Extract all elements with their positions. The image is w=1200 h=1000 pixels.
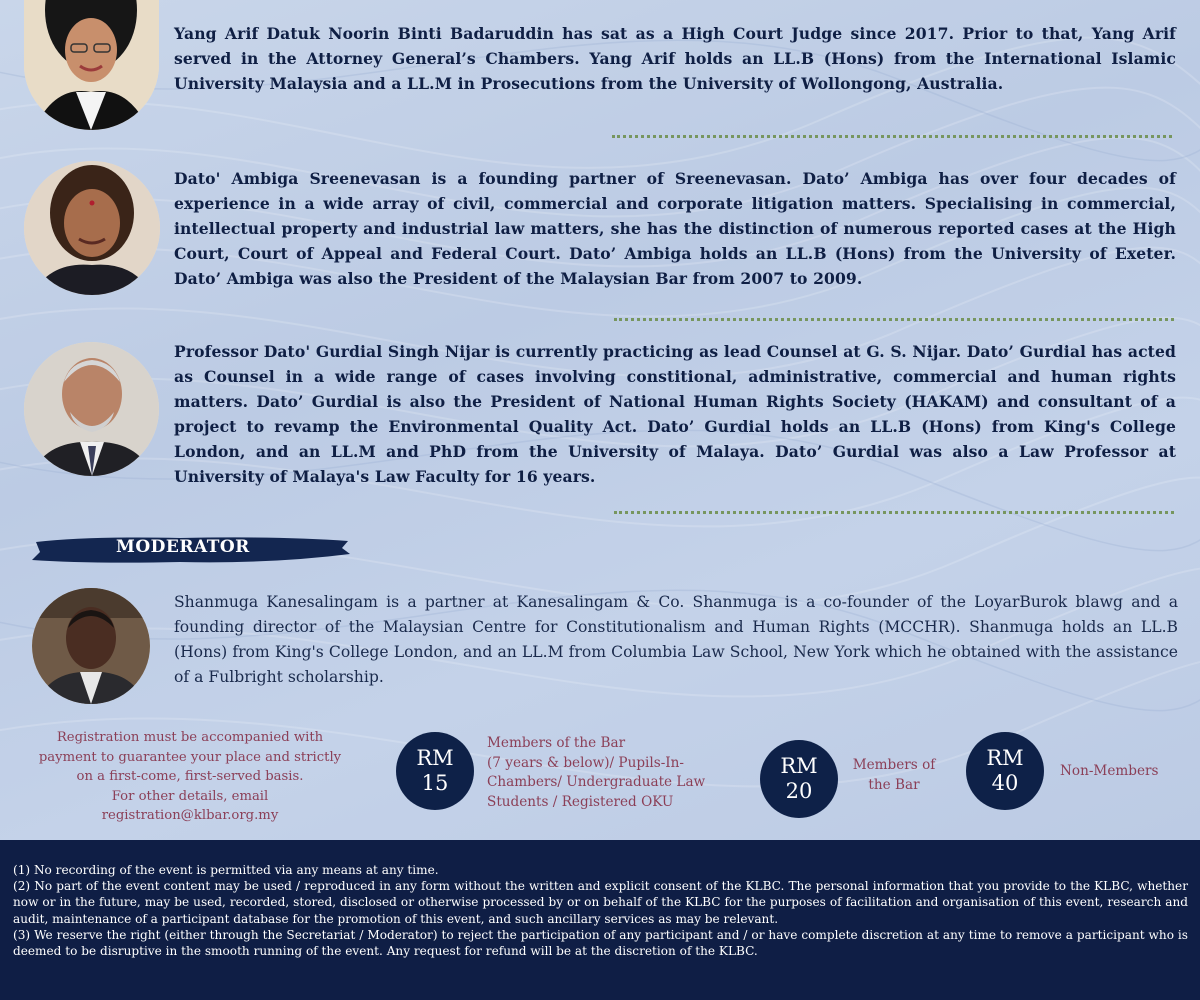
price-badge-20: [760, 740, 838, 818]
section-divider: [614, 318, 1174, 321]
registration-line: payment to guarantee your place and strictly: [38, 749, 342, 765]
terms-item: (1) No recording of the event is permitted via any means at any time.: [13, 863, 439, 877]
speaker-bio: Professor Dato' Gurdial Singh Nijar is currently practicing as lead Counsel at G. S. Nijar. Dato’ Gurdial has acted as Counsel in a wide range of cases involving constitional, administrative, commercial and human rights matters. Dato’ Gurdial is also the President of National Human Rights Society (HAKAM) and consultant of a project to revamp the Environmental Quality Act. Dato’ Gurdial holds an LL.B (Hons) from King's College London, and an LL.M and PhD from the University of Malaya. Dato’ Gurdial was also a Law Professor at University of Malaya's Law Faculty for 16 years.: [174, 342, 1176, 486]
judge-portrait-photo: [24, 0, 159, 130]
price-description-40: [1060, 762, 1190, 782]
registration-email-link[interactable]: registration@klbar.org.my: [101, 808, 279, 823]
registration-line: on a first-come, first-served basis.: [76, 769, 304, 784]
moderator-bio: Shanmuga Kanesalingam is a partner at Kanesalingam & Co. Shanmuga is a co-founder of the LoyarBurok blawg and a founding director of the Malaysian Centre for Constitutionalism and Human Rights (MCCHR). Shanmuga holds an LL.B (Hons) from King's College London, and an LL.M from Columbia Law School, New York which he obtained with the assistance of a Fulbright scholarship.: [174, 593, 1178, 686]
speaker-bio: Dato' Ambiga Sreenevasan is a founding partner of Sreenevasan. Dato’ Ambiga has over four decades of experience in a wide array of civil, commercial and corporate litigation matters. Specialising in commercial, intellectual property and industrial law matters, she has the distinction of numerous reported cases at the High Court, Court of Appeal and Federal Court. Dato’ Ambiga holds an LL.B (Hons) from the University of Exeter. Dato’ Ambiga was also the President of the Malaysian Bar from 2007 to 2009.: [174, 169, 1176, 288]
price-description-20: [844, 756, 944, 795]
price-desc-line: (7 years & below)/ Pupils-In-: [487, 754, 685, 771]
price-currency: RM: [416, 746, 454, 770]
section-divider: [612, 135, 1172, 138]
speaker-bio: Yang Arif Datuk Noorin Binti Badaruddin has sat as a High Court Judge since 2017. Prior to that, Yang Arif served in the Attorney General’s Chambers. Yang Arif holds an LL.B (Hons) from the International Islamic University Malaysia and a LL.M in Prosecutions from the University of Wollongong, Australia.: [174, 24, 1176, 93]
registration-line: For other details, email: [111, 788, 269, 804]
price-desc-line: Students / Registered OKU: [487, 793, 674, 810]
price-badge-40: [966, 732, 1044, 810]
price-desc-line: the Bar: [868, 776, 920, 793]
price-amount: 20: [785, 779, 813, 803]
section-divider: [614, 511, 1174, 514]
price-desc-line: Members of: [852, 757, 936, 773]
price-currency: RM: [780, 754, 818, 778]
moderator-heading: MODERATOR: [116, 537, 250, 557]
terms-item: (2) No part of the event content may be used / reproduced in any form without the written and explicit consent of the KLBC. The personal information that you provide to the KLBC, whether now or in the future, may be used, recorded, stored, disclosed or otherwise processed by or on behalf of the KLBC for the purposes of facilitation and organisation of this event, research and audit, maintenance of a participant database for the promotion of this event, and such ancillary services as may be relevant.: [13, 879, 1188, 926]
terms-item: (3) We reserve the right (either through the Secretariat / Moderator) to reject the participation of any participant and / or have complete discretion at any time to remove a participant who is deemed to be disruptive in the smooth running of the event. Any request for refund will be at the discretion of the KLBC.: [13, 927, 1188, 959]
price-amount: 15: [421, 771, 449, 795]
moderator-banner: [30, 534, 352, 566]
registration-line: Registration must be accompanied with: [56, 730, 324, 745]
moderator-portrait-photo: [32, 588, 150, 704]
price-badge-15: [396, 732, 474, 810]
man-portrait-photo: [24, 342, 159, 476]
terms-footer: [0, 840, 1200, 1000]
registration-note: [18, 728, 362, 826]
woman-portrait-photo: [24, 161, 160, 295]
price-desc-line: Members of the Bar: [487, 735, 626, 751]
price-currency: RM: [986, 746, 1024, 770]
price-amount: 40: [991, 771, 1019, 795]
price-desc-line: Chambers/ Undergraduate Law: [487, 774, 706, 790]
price-description-15: [487, 734, 747, 812]
price-desc-line: Non-Members: [1060, 763, 1159, 779]
